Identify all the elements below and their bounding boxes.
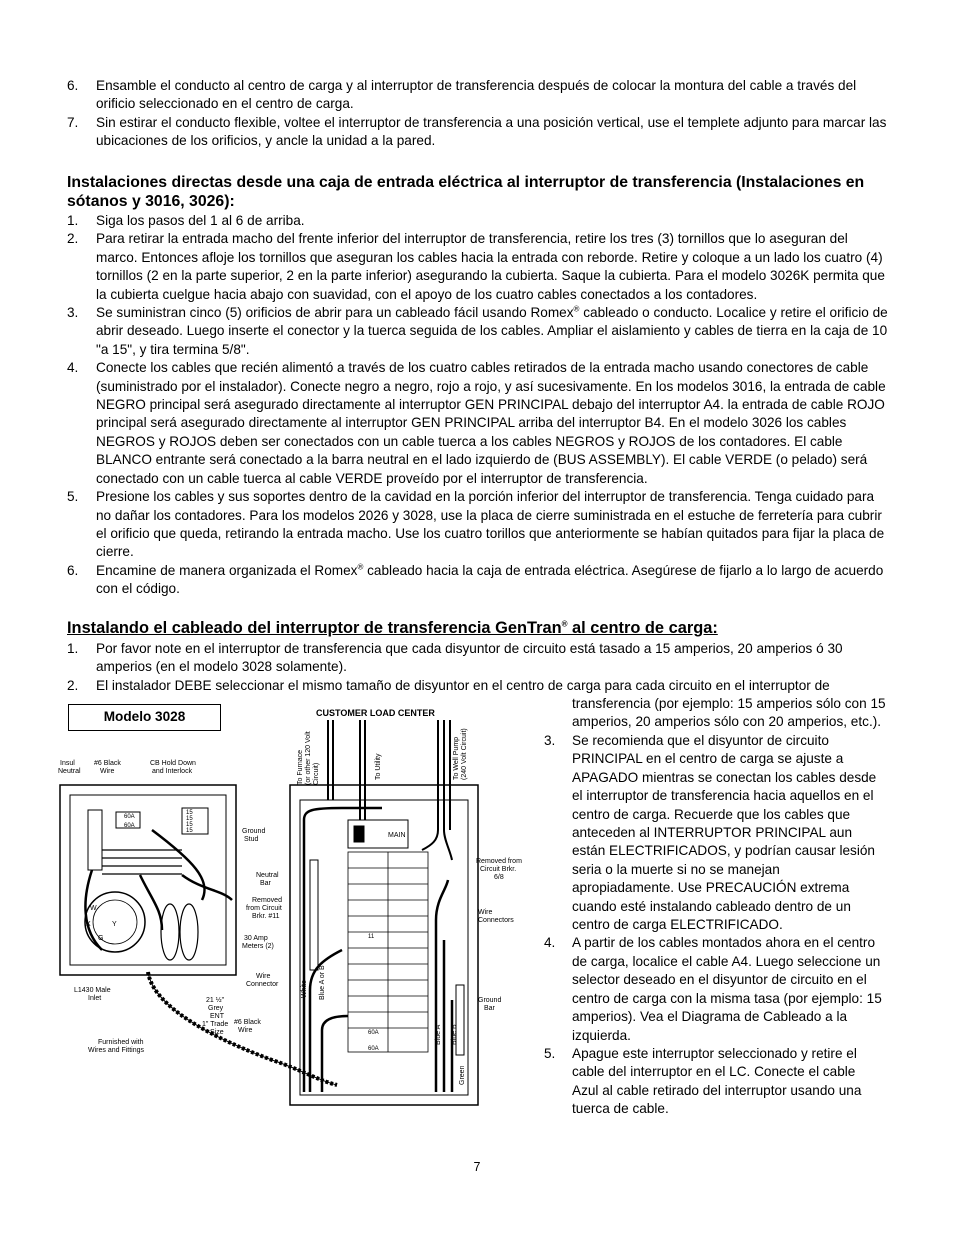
label-circuit: Circuit) <box>313 762 320 785</box>
label-240v: (240 Volt Circuit) <box>461 728 468 780</box>
label-blue-b: Blue B <box>451 1024 458 1045</box>
step-text: Apague este interruptor seleccionado y retire el cable del interruptor en el LC. Conecte el cable Azul al cable retirado del interruptor usando una tuerca de cable. <box>572 1045 862 1117</box>
step-number: 4. <box>544 935 556 951</box>
label-furnished: Furnished with <box>98 1039 144 1046</box>
label-wire-connector: Wire <box>256 973 271 980</box>
label-grey: Grey <box>208 1005 224 1012</box>
label-breaker-11: 11 <box>368 934 375 940</box>
label-y: Y <box>112 921 117 928</box>
label-to-well-pump: To Well Pump <box>453 736 460 780</box>
label-wire: Wire <box>100 768 115 775</box>
step-number: 1. <box>67 641 79 656</box>
label-meters: Meters (2) <box>242 943 274 950</box>
list-item <box>544 934 884 1044</box>
step-number: 7. <box>67 114 79 130</box>
label-insul: Insul <box>60 760 75 767</box>
label-cb-hold: CB Hold Down <box>150 760 196 767</box>
label-15-b: 15 <box>186 816 193 822</box>
step-number: 1. <box>67 213 79 228</box>
list-item <box>67 77 889 114</box>
label-brkr-11: Brkr. #11 <box>252 913 280 920</box>
step-number: 3. <box>544 733 556 748</box>
step-text: Siga los pasos del 1 al 6 de arriba. <box>96 213 305 228</box>
label-60a-top: 60A <box>124 814 135 820</box>
list-item <box>67 212 889 230</box>
gentran-steps-list <box>67 640 889 695</box>
label-removed-from: Removed from <box>476 858 522 865</box>
step-text-end: cableado hacia la caja de entrada eléctrica. Asegúrese de fijarlo a lo largo de acuerdo con el código. <box>96 562 884 597</box>
step-text: Ensamble el conducto al centro de carga y al interruptor de transferencia después de colocar la montura del cable a través del orificio seleccionado en el centro de carga. <box>96 78 857 112</box>
label-60a-lc-bottom: 60A <box>368 1046 379 1052</box>
step-text: Por favor note en el interruptor de transferencia que cada disyuntor de circuito está tasado a 15 amperios, 20 amperios ó 30 amperios (en el modelo 3028 solamente). <box>96 641 843 675</box>
label-inlet: Inlet <box>88 995 102 1002</box>
step-text-start: Se suministran cinco (5) orificios de abrir para un cableado fácil usando Romex <box>96 305 574 321</box>
label-connectors: Connectors <box>478 917 514 924</box>
registered-mark: ® <box>573 304 580 314</box>
list-item <box>67 488 889 562</box>
label-trade: 1" Trade <box>202 1021 229 1028</box>
registered-mark: ® <box>561 619 568 629</box>
step-number: 6. <box>67 78 79 93</box>
label-g: G <box>98 935 104 942</box>
step-text-end: cableado o conducto. Localice y retire el orificio de abrir deseado. Luego inserte el conector y la tuerca seguida de los cables. Ampliar el aislamiento y cables de tierra en la caja de 10 "a 15", y tira termina 5/8". <box>96 305 888 357</box>
label-bar: Bar <box>260 880 271 887</box>
section-heading-direct-install: Instalaciones directas desde una caja de entrada eléctrica al interruptor de transferencia (Instalaciones en sótanos y 3016, 3026): <box>67 174 865 210</box>
label-stud: Stud <box>244 836 259 843</box>
label-neutral: Neutral <box>58 768 81 775</box>
label-wires-fittings: Wires and Fittings <box>88 1047 145 1054</box>
label-ground-bar: Ground <box>478 997 502 1004</box>
step-number: 3. <box>67 305 79 321</box>
registered-mark: ® <box>357 562 364 572</box>
label-15-c: 15 <box>186 822 193 828</box>
label-interlock: and Interlock <box>152 768 193 775</box>
label-to-utility: To Utility <box>375 753 382 780</box>
label-wire-connectors: Wire <box>478 909 493 916</box>
label-blue-a-or-b: Blue A or B <box>319 965 326 1000</box>
label-green: Green <box>459 1065 466 1085</box>
step-text: Conecte los cables que recién alimentó a través de los cuatro cables retirados de la entrada macho usando conectores de cable (suministrado por el instalador). Conecte negro a negro, rojo a rojo, y así sucesivamente. En los modelos 3016, la entrada de cable NEGRO principal será asegurado directamente al interruptor GEN PRINCIPAL debajo del interruptor A4. la entrada de cable ROJO principal será asegurado directamente al interruptor GEN PRINCIPAL arriba del interruptor B4. En el modelo 3026 los cables NEGROS y ROJOS deben ser conectados con un cable tuerca a los cables NEGROS y ROJOS de los contadores. El cable BLANCO entrante será conectado a la barra neutral en el lado izquierdo de (BUS ASSEMBLY). El cable VERDE (o pelado) será conectado con un cable tuerca al cable VERDE proveído por el interruptor de transferencia. <box>96 360 886 486</box>
step-text: Se recomienda que el disyuntor de circuito PRINCIPAL en el centro de carga se ajuste a APAGADO mientras se conectan los cables desde el interruptor de transferencia hacia aquellos en el centro de carga. Recuerde que los cables que anteceden al INTERRUPTOR PRINCIPAL aun están ELECTRIFICADOS, y podrían causar lesión seria o la muerte si no se manejan apropiadamente. Use PRECAUCIÓN extrema cuando esté instalando cableado dentro de un centro de carga ELECTRIFICADO. <box>572 733 877 933</box>
label-15-a: 15 <box>186 810 193 816</box>
gentran-steps-right-list <box>544 732 884 1119</box>
step-text-start: Encamine de manera organizada el Romex <box>96 562 358 578</box>
label-removed: Removed <box>252 897 282 904</box>
step-2-continuation: transferencia (por ejemplo: 15 amperios sólo con 15 amperios, 20 amperios sólo con 20 amperios, etc.). <box>572 696 886 730</box>
step-text: Sin estirar el conducto flexible, voltee el interruptor de transferencia a una posición vertical, use el templete adjunto para marcar las ubicaciones de los orificios, y ancle la unidad a la pared. <box>96 114 887 149</box>
label-black-wire: #6 Black <box>94 760 121 767</box>
label-other-120v: (or other 120 Volt <box>305 731 312 785</box>
step-number: 6. <box>67 562 79 578</box>
step-number: 2. <box>67 677 79 693</box>
label-size: Size <box>210 1029 224 1036</box>
list-item <box>67 230 889 304</box>
label-grey-length: 21 ½" <box>206 997 225 1004</box>
label-white: White <box>301 980 308 998</box>
heading-text-end: al centro de carga: <box>567 619 718 637</box>
heading-text-start: Instalando el cableado del interruptor de transferencia GenTran <box>67 619 562 637</box>
list-item <box>67 304 889 359</box>
label-w: W <box>90 905 97 912</box>
list-item <box>544 1045 884 1119</box>
section-heading-gentran-wiring <box>67 619 889 638</box>
label-to-furnace: To Furnace <box>297 749 304 785</box>
step-number: 4. <box>67 360 79 376</box>
list-item <box>67 640 889 677</box>
list-item <box>544 732 884 934</box>
diagram-title: CUSTOMER LOAD CENTER <box>316 708 435 718</box>
label-60a-lc-top: 60A <box>368 1030 379 1036</box>
list-item <box>67 562 889 599</box>
label-l1430: L1430 Male <box>74 987 111 994</box>
label-30-amp: 30 Amp <box>244 935 268 942</box>
step-number: 5. <box>544 1045 556 1061</box>
label-main: MAIN <box>388 832 406 839</box>
intro-steps-list <box>67 77 889 151</box>
label-connector: Connector <box>246 981 279 988</box>
label-60a-bottom: 60A <box>124 823 135 829</box>
step-text: Presione los cables y sus soportes dentro de la cavidad en la porción inferior del interruptor de transferencia. Tenga cuidado para no dañar los contadores. Para los modelos 2026 y 3028, use la placa de cierre suministrada en el estuche de ferretería para cubrir el orificio que queda, retirando la entrada macho. Use los cuatro torillos que anteriormente se habían quitados para fijar la placa de cierre. <box>96 489 885 560</box>
step-text: A partir de los cables montados ahora en el centro de carga, localice el cable A4. Luego seleccione un selector deseado en el disyuntor de circuito en el centro de carga con la misma tasa (por ejemplo: 15 amperios). Vea el Diagrama de Cableado a la izquierda. <box>572 935 882 1043</box>
page-number: 7 <box>473 1160 481 1174</box>
list-item <box>67 114 889 151</box>
label-circuit-brkr: Circuit Brkr. <box>480 866 517 873</box>
step-number: 5. <box>67 489 79 505</box>
model-label-box: Modelo 3028 <box>68 704 221 731</box>
label-ent: ENT <box>210 1013 224 1020</box>
label-bar-right: Bar <box>484 1005 495 1012</box>
list-item <box>67 677 889 695</box>
wiring-diagram <box>52 700 542 1115</box>
label-15-d: 15 <box>186 828 193 834</box>
label-from-circuit: from Circuit <box>246 905 282 912</box>
label-ground: Ground <box>242 828 266 835</box>
step-number: 2. <box>67 231 79 247</box>
label-x: X <box>86 921 91 928</box>
step-text: Para retirar la entrada macho del frente inferior del interruptor de transferencia, retire los tres (3) tornillos que lo aseguran del marco. Entonces afloje los tornillos que aseguran los cables hacia la entrada con reborde. Retire y coloque a un lado los cuatro (4) tornillos (2 en la parte superior, 2 en la parte inferior) asegurando la cubierta. Saque la cubierta. Para el modelo 3026K permita que la cubierta cuelgue hacia abajo con suavidad, con el apoyo de los cuatro cables conectados a los contadores. <box>96 231 885 302</box>
label-black-wire-b: #6 Black <box>234 1019 261 1026</box>
list-item <box>67 359 889 488</box>
step-text: El instalador DEBE seleccionar el mismo tamaño de disyuntor en el centro de carga para cada circuito en el interruptor de <box>96 677 830 693</box>
label-neutral-bar: Neutral <box>256 872 279 879</box>
label-blue-a: Blue A <box>435 1024 442 1045</box>
label-wire-b: Wire <box>238 1027 253 1034</box>
direct-install-steps-list <box>67 212 889 599</box>
label-6-8: 6/8 <box>494 874 504 881</box>
